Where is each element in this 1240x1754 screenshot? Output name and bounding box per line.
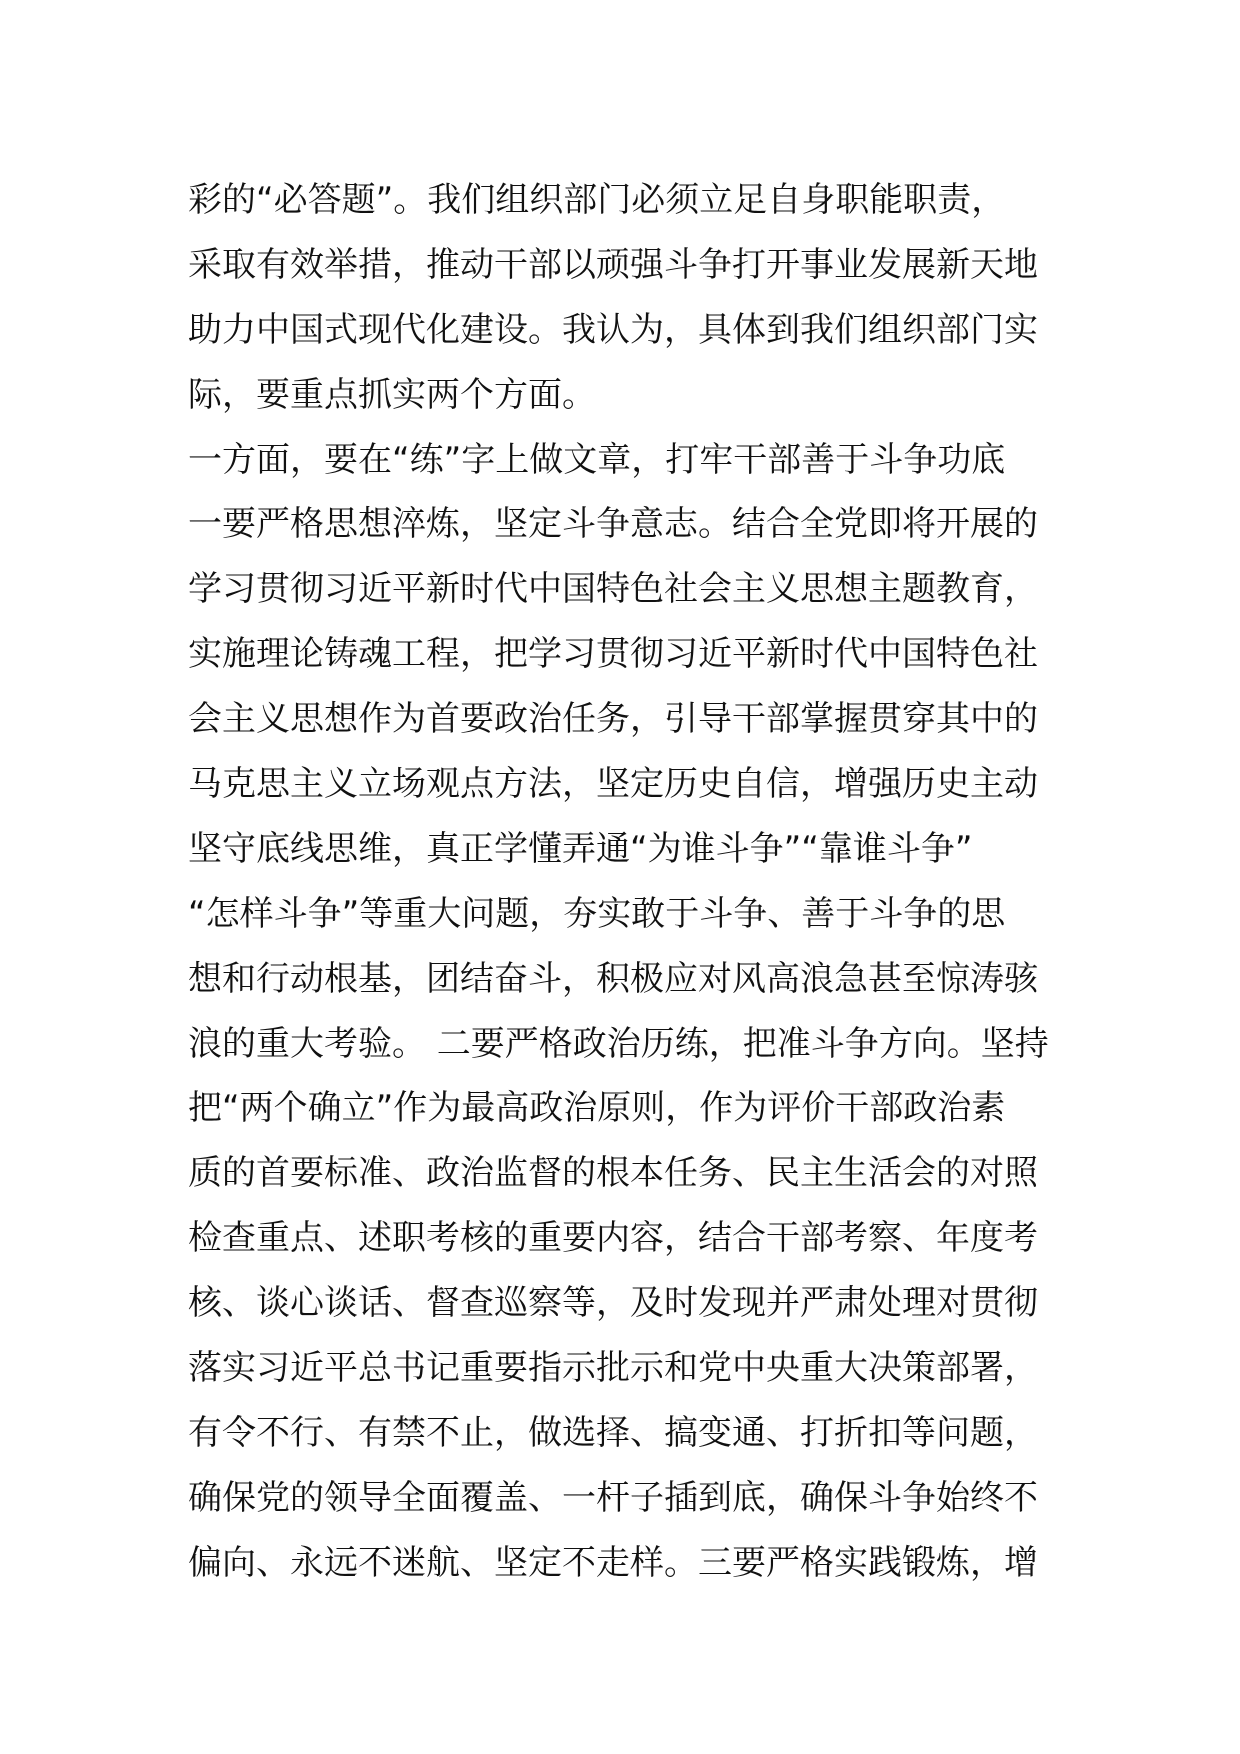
text-line: 核、谈心谈话、督查巡察等，及时发现并严肃处理对贯彻 [188, 1283, 1038, 1324]
text-line: 落实习近平总书记重要指示批示和党中央重大决策部署， [188, 1348, 1038, 1389]
body-text [188, 168, 1068, 1596]
text-line: 检查重点、述职考核的重要内容，结合干部考察、年度考 [188, 1218, 1038, 1259]
text-line: 际，要重点抓实两个方面。 [188, 374, 596, 415]
text-line: 质的首要标准、政治监督的根本任务、民主生活会的对照 [188, 1153, 1038, 1194]
text-line: 一方面，要在“练”字上做文章，打牢干部善于斗争功底 [188, 439, 1006, 480]
text-line: 会主义思想作为首要政治任务，引导干部掌握贯穿其中的 [188, 699, 1038, 740]
text-line: 把“两个确立”作为最高政治原则，作为评价干部政治素 [188, 1088, 1006, 1129]
text-line: 坚守底线思维，真正学懂弄通“为谁斗争”“靠谁斗争” [188, 828, 973, 869]
text-line: 想和行动根基，团结奋斗，积极应对风高浪急甚至惊涛骇 [188, 958, 1038, 999]
text-line: 彩的“必答题”。我们组织部门必须立足自身职能职责， [188, 180, 1006, 220]
text-line: 马克思主义立场观点方法，坚定历史自信，增强历史主动 [188, 764, 1038, 805]
text-line: 采取有效举措，推动干部以顽强斗争打开事业发展新天地 [188, 244, 1038, 285]
text-line: 助力中国式现代化建设。我认为，具体到我们组织部门实 [188, 309, 1038, 350]
text-line: 偏向、永远不迷航、坚定不走样。三要严格实践锻炼，增 [188, 1542, 1038, 1583]
text-line: 浪的重大考验。 二要严格政治历练，把准斗争方向。坚持 [188, 1023, 1049, 1064]
text-line: 确保党的领导全面覆盖、一杆子插到底，确保斗争始终不 [188, 1477, 1038, 1518]
text-line: 一要严格思想淬炼，坚定斗争意志。结合全党即将开展的 [188, 504, 1038, 545]
text-line: 有令不行、有禁不止，做选择、搞变通、打折扣等问题， [188, 1412, 1038, 1453]
text-line: 实施理论铸魂工程，把学习贯彻习近平新时代中国特色社 [188, 634, 1038, 675]
text-line: 学习贯彻习近平新时代中国特色社会主义思想主题教育， [188, 569, 1038, 610]
text-line: “怎样斗争”等重大问题，夯实敢于斗争、善于斗争的思 [188, 893, 1006, 934]
